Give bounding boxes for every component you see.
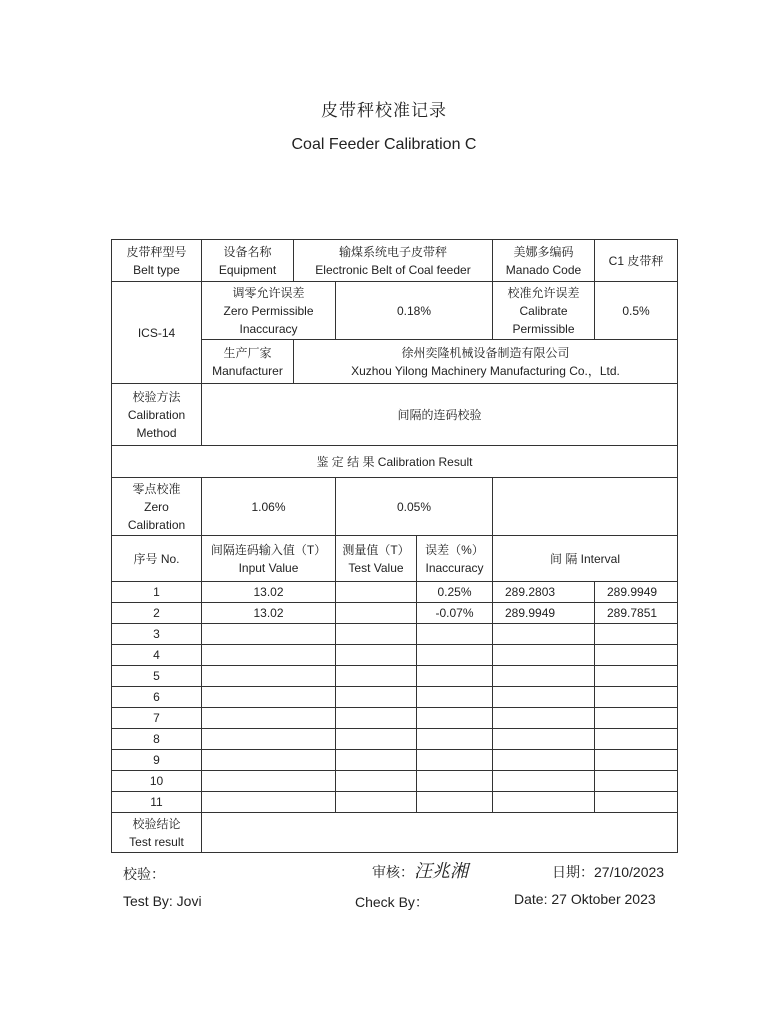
row-no: 2 (112, 603, 202, 624)
column-header-interval: 间 隔 Interval (493, 536, 678, 582)
belt-type-label: 皮带秤型号 Belt type (112, 240, 202, 282)
date-en: Date: 27 Oktober 2023 (514, 891, 656, 907)
row-interval-a (493, 624, 595, 645)
row-input-value: 13.02 (202, 582, 336, 603)
table-row (112, 645, 678, 666)
row-test-value (336, 687, 417, 708)
column-header-inaccuracy: 误差（%） Inaccuracy (417, 536, 493, 582)
table-row (112, 708, 678, 729)
row-interval-b (595, 771, 678, 792)
row-interval-a (493, 729, 595, 750)
row-input-value: 13.02 (202, 603, 336, 624)
row-input-value (202, 750, 336, 771)
row-interval-a: 289.9949 (493, 603, 595, 624)
row-no: 5 (112, 666, 202, 687)
row-test-value (336, 624, 417, 645)
row-interval-a (493, 750, 595, 771)
row-interval-b (595, 687, 678, 708)
test-result-label: 校验结论 Test result (112, 813, 202, 853)
row-interval-b (595, 708, 678, 729)
row-inaccuracy (417, 687, 493, 708)
row-test-value (336, 729, 417, 750)
belt-type-value: ICS-14 (112, 282, 202, 384)
test-by-cn: 校验： (123, 866, 165, 882)
zero-permissible-value: 0.18% (336, 282, 493, 340)
manado-code-value: C1 皮带秤 (595, 240, 678, 282)
calibration-result-header: 鉴 定 结 果 Calibration Result (112, 446, 678, 478)
row-interval-a (493, 645, 595, 666)
zero-calibration-empty (493, 478, 678, 536)
column-header-test: 测量值（T） Test Value (336, 536, 417, 582)
manufacturer-label: 生产厂家 Manufacturer (202, 340, 294, 384)
row-interval-b (595, 792, 678, 813)
row-test-value (336, 792, 417, 813)
table-row (112, 603, 678, 624)
equipment-value: 输煤系统电子皮带秤 Electronic Belt of Coal feeder (294, 240, 493, 282)
row-no: 9 (112, 750, 202, 771)
row-input-value (202, 792, 336, 813)
calibration-table (111, 239, 678, 853)
table-row (112, 750, 678, 771)
calibration-method-value: 间隔的连码校验 (202, 384, 678, 446)
row-inaccuracy (417, 771, 493, 792)
row-no: 8 (112, 729, 202, 750)
column-header-no: 序号 No. (112, 536, 202, 582)
document-title-cn: 皮带秤校准记录 (321, 101, 447, 120)
row-no: 11 (112, 792, 202, 813)
row-test-value (336, 666, 417, 687)
table-row (112, 624, 678, 645)
row-input-value (202, 645, 336, 666)
row-input-value (202, 624, 336, 645)
row-inaccuracy: -0.07% (417, 603, 493, 624)
equipment-label: 设备名称 Equipment (202, 240, 294, 282)
row-interval-b (595, 666, 678, 687)
row-inaccuracy (417, 624, 493, 645)
row-interval-a (493, 792, 595, 813)
row-input-value (202, 708, 336, 729)
row-interval-b (595, 645, 678, 666)
row-interval-b (595, 750, 678, 771)
column-header-input: 间隔连码输入值（T） Input Value (202, 536, 336, 582)
row-interval-b (595, 624, 678, 645)
row-input-value (202, 666, 336, 687)
row-inaccuracy: 0.25% (417, 582, 493, 603)
row-interval-a (493, 708, 595, 729)
row-inaccuracy (417, 729, 493, 750)
row-inaccuracy (417, 750, 493, 771)
row-no: 1 (112, 582, 202, 603)
table-row (112, 582, 678, 603)
check-by-cn: 审核： (372, 864, 414, 880)
data-rows (112, 582, 678, 813)
row-test-value (336, 708, 417, 729)
row-interval-a (493, 666, 595, 687)
table-row (112, 687, 678, 708)
row-test-value (336, 771, 417, 792)
row-no: 7 (112, 708, 202, 729)
row-test-value (336, 603, 417, 624)
row-input-value (202, 687, 336, 708)
calibration-method-label: 校验方法 Calibration Method (112, 384, 202, 446)
zero-permissible-label: 调零允许误差 Zero Permissible Inaccuracy (202, 282, 336, 340)
row-inaccuracy (417, 708, 493, 729)
row-interval-b: 289.9949 (595, 582, 678, 603)
manado-code-label: 美娜多编码 Manado Code (493, 240, 595, 282)
zero-calibration-label: 零点校准 Zero Calibration (112, 478, 202, 536)
date-cn: 日期：27/10/2023 (552, 864, 665, 880)
row-inaccuracy (417, 645, 493, 666)
table-row (112, 792, 678, 813)
row-no: 4 (112, 645, 202, 666)
row-interval-b (595, 729, 678, 750)
zero-calibration-value-2: 0.05% (336, 478, 493, 536)
check-by-en: Check By： (355, 894, 429, 910)
row-no: 6 (112, 687, 202, 708)
table-row (112, 729, 678, 750)
row-input-value (202, 729, 336, 750)
zero-calibration-value-1: 1.06% (202, 478, 336, 536)
row-interval-a: 289.2803 (493, 582, 595, 603)
row-test-value (336, 750, 417, 771)
row-interval-a (493, 771, 595, 792)
calibrate-permissible-label: 校准允许误差 Calibrate Permissible (493, 282, 595, 340)
test-result-value (202, 813, 678, 853)
manufacturer-value: 徐州奕隆机械设备制造有限公司 Xuzhou Yilong Machinery Manufacturing Co.，Ltd. (294, 340, 678, 384)
row-test-value (336, 645, 417, 666)
row-inaccuracy (417, 666, 493, 687)
row-inaccuracy (417, 792, 493, 813)
calibrate-permissible-value: 0.5% (595, 282, 678, 340)
document-title-en: Coal Feeder Calibration C (291, 136, 477, 153)
row-interval-b: 289.7851 (595, 603, 678, 624)
checker-signature: 汪兆湘 (414, 861, 468, 882)
row-no: 3 (112, 624, 202, 645)
row-input-value (202, 771, 336, 792)
table-row (112, 666, 678, 687)
table-row (112, 771, 678, 792)
row-interval-a (493, 687, 595, 708)
test-by-en: Test By: Jovi (123, 893, 202, 909)
row-test-value (336, 582, 417, 603)
row-no: 10 (112, 771, 202, 792)
